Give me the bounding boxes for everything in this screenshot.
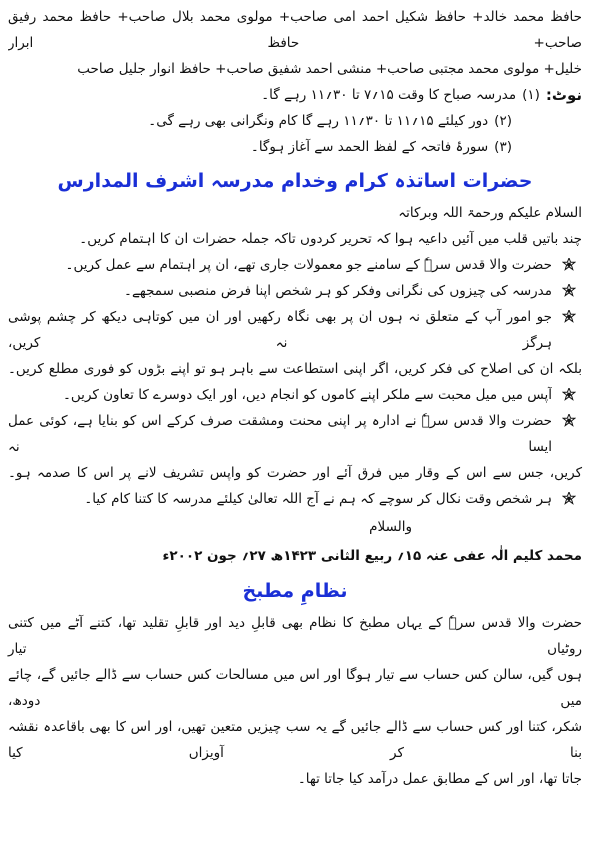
section-heading-teachers: حضرات اساتذہ کرام وخدام مدرسہ اشرف المدارس [57,170,533,192]
note-number: (۳) [494,139,512,155]
decorative-star-bullet-icon [562,388,576,402]
decorative-star-bullet-icon [562,284,576,298]
list-item [8,486,582,512]
note-text: مدرسہ صباح کا وقت ۱۵؍۷ تا ۳۰؍۱۱ رہے گا۔ [261,87,517,103]
list-item [8,252,582,278]
list-item-continuation: کریں، جس سے اس کے وقار میں فرق آئے اور حضرت کو واپس تشریف لانے پر اس کا صدمہ ہو۔ [8,465,582,481]
note-item-1 [8,82,582,108]
list-item [8,382,582,408]
paragraph-line: شکر، کتنا اور کس حساب سے ڈالے جائیں گے یہ سب چیزیں متعین تھیں، اور اس کا بھی باقاعدہ نقشہ بنا کر آویزاں کیا [8,719,582,761]
note-number: (۲) [494,113,512,129]
note-label: نوٹ: [545,86,582,104]
decorative-star-bullet-icon [562,310,576,324]
paragraph-line: جاتا تھا، اور اس کے مطابق عمل درآمد کیا جاتا تھا۔ [297,771,582,787]
note-item-3 [8,134,582,160]
closing-salutation: والسلام [369,519,412,535]
list-item [8,408,582,460]
list-item-text: مدرسہ کی چیزوں کی نگرانی وفکر کو ہر شخص اپنا فرض منصبی سمجھے۔ [124,283,552,299]
signature-line: محمد کلیم الٰہ عفی عنہ ۱۵؍ ربیع الثانی ۱۴۲۳ھ ۲۷؍ جون ۲۰۰۲ء [162,548,582,564]
paragraph-line: ہوں گیں، سالن کس حساب سے تیار ہوگا اور اس میں مسالحات کس حساب سے ڈالے جائیں گے، چائے میں دودھ، [8,667,582,709]
decorative-star-bullet-icon [562,258,576,272]
list-item [8,278,582,304]
section-heading-kitchen: نظامِ مطبخ [242,580,348,602]
note-text: سورۂ فاتحہ کے لفظ الحمد سے آغاز ہوگا۔ [250,139,489,155]
decorative-star-bullet-icon [562,414,576,428]
paragraph-line: حضرت والا قدس سرہٗ کے یہاں مطبخ کا نظام بھی قابلِ دید اور قابلِ تقلید تھا، کتنے آٹے میں کتنی روٹیاں تیار [8,615,582,657]
list-item-text: حضرت والا قدس سرہٗ کے سامنے جو معمولات جاری تھے، ان پر اہتمام سے عمل کریں۔ [65,257,552,273]
names-line-2: خلیل+ مولوی محمد مجتبی صاحب+ منشی احمد شفیق صاحب+ حافظ انوار جلیل صاحب [77,61,582,77]
note-item-2 [8,108,582,134]
decorative-star-bullet-icon [562,492,576,506]
names-line-1: حافظ محمد خالد+ حافظ شکیل احمد امی صاحب+ مولوی محمد بلال صاحب+ حافظ محمد رفیق صاحب+ حافظ ابرار [8,9,582,51]
list-item-continuation: بلکہ ان کی اصلاح کی فکر کریں، اگر اپنی استطاعت سے باہر ہو تو اپنے بڑوں کو فوری مطلع کریں۔ [8,361,582,377]
greeting: السلام علیکم ورحمۃ اللہ وبرکاتہ [398,205,582,221]
list-item-text: آپس میں میل محبت سے ملکر اپنے کاموں کو انجام دیں، اور ایک دوسرے کا تعاون کریں۔ [63,387,552,403]
intro-text: چند باتیں قلب میں آئیں داعیہ ہوا کہ تحریر کردوں تاکہ جملہ حضرات ان کا اہتمام کریں۔ [79,231,582,247]
list-item-text: جو امور آپ کے متعلق نہ ہوں ان پر بھی نگاہ رکھیں اور ان میں کوتاہی دیکھ کر چشم پوشی ہرگز نہ کریں، [8,309,552,351]
list-item [8,304,582,356]
note-text: دور کیلئے ۱۵؍۱۱ تا ۳۰؍۱۱ رہے گا کام ونگرانی بھی رہے گی۔ [148,113,489,129]
list-item-text: حضرت والا قدس سرہٗ نے ادارہ پر اپنی محنت ومشقت صرف کرکے اس کو بنایا ہے، کوئی عمل ایسا نہ [8,413,552,455]
list-item-text: ہر شخص وقت نکال کر سوچے کہ ہم نے آج اللہ تعالیٰ کیلئے مدرسہ کا کتنا کام کیا۔ [84,491,552,507]
note-number: (۱) [522,87,540,103]
